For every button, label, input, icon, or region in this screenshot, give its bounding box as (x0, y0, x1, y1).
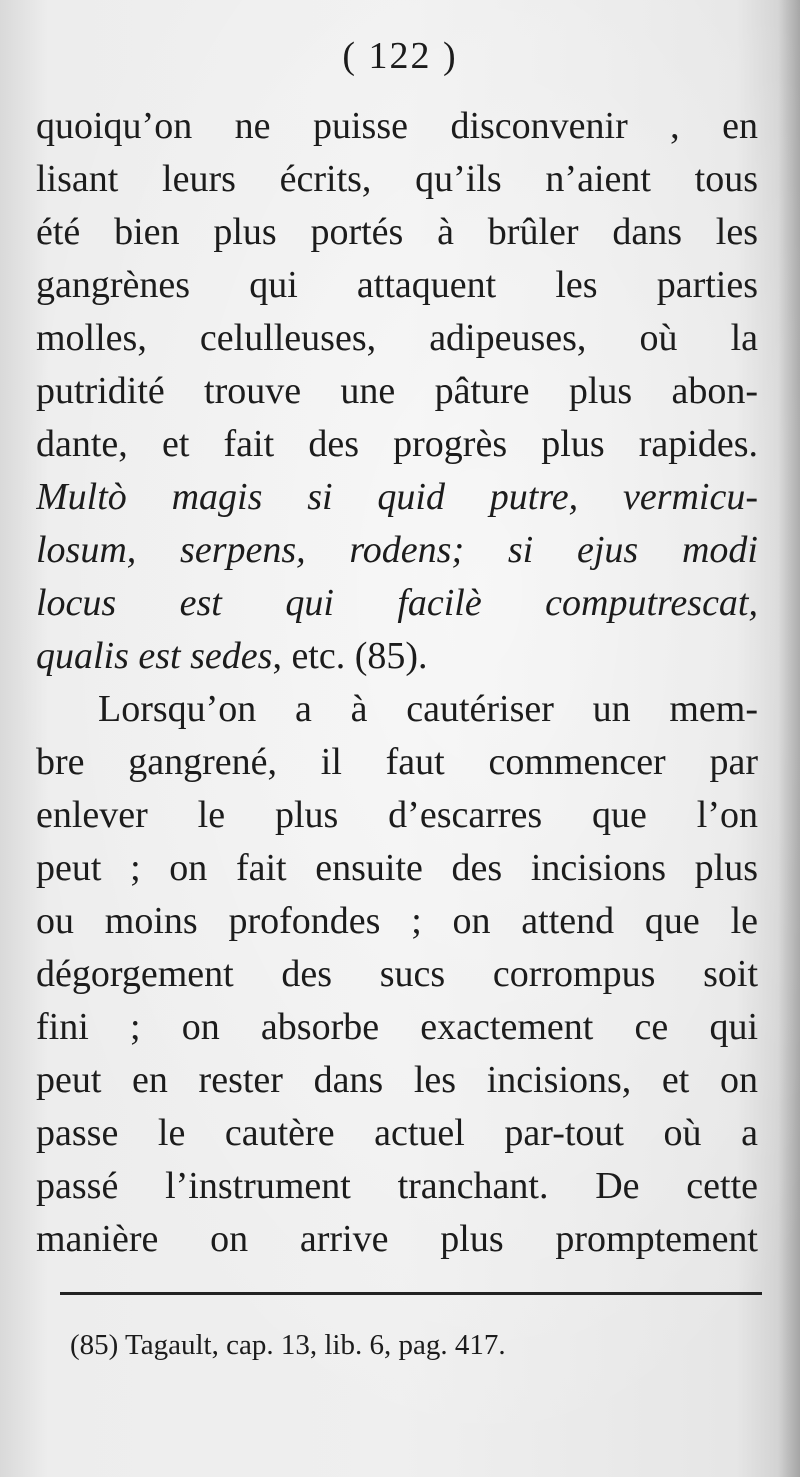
paragraph-first-line: Lorsqu’on a à cautériser un mem- (98, 688, 758, 730)
footnote-divider (60, 1292, 762, 1295)
text-line: été bien plus portés à brûler dans les (36, 211, 758, 253)
text-line: gangrènes qui attaquent les parties (36, 264, 758, 306)
page-number: ( 122 ) (342, 35, 458, 77)
text-line: bre gangrené, il faut commencer par (36, 741, 758, 783)
text-line: putridité trouve une pâture plus abon- (36, 370, 758, 412)
latin-quote-line: losum, serpens, rodens; si ejus modi (36, 529, 758, 571)
footnote: (85) Tagault, cap. 13, lib. 6, pag. 417. (70, 1329, 506, 1361)
latin-quote-line: Multò magis si quid putre, vermicu- (36, 476, 758, 518)
text-line: dégorgement des sucs corrompus soit (36, 953, 758, 995)
text-line: peut en rester dans les incisions, et on (36, 1059, 758, 1101)
text-line: passé l’instrument tranchant. De cette (36, 1165, 758, 1207)
text-line: manière on arrive plus promptement (36, 1218, 758, 1260)
text-line: enlever le plus d’escarres que l’on (36, 794, 758, 836)
text-line: peut ; on fait ensuite des incisions plus (36, 847, 758, 889)
body-text (36, 100, 758, 1266)
footnote-reference: , etc. (85). (272, 635, 428, 677)
latin-quote-ending: qualis est sedes (36, 635, 273, 677)
text-line: molles, celulleuses, adipeuses, où la (36, 317, 758, 359)
text-line: quoiqu’on ne puisse disconvenir , en (36, 105, 758, 147)
text-line: dante, et fait des progrès plus rapides. (36, 423, 758, 465)
text-line: ou moins profondes ; on attend que le (36, 900, 758, 942)
text-line: lisant leurs écrits, qu’ils n’aient tous (36, 158, 758, 200)
text-line: fini ; on absorbe exactement ce qui (36, 1006, 758, 1048)
latin-quote-final-line (36, 630, 758, 683)
latin-quote-line: locus est qui facilè computrescat, (36, 582, 758, 624)
text-line: passe le cautère actuel par-tout où a (36, 1112, 758, 1154)
